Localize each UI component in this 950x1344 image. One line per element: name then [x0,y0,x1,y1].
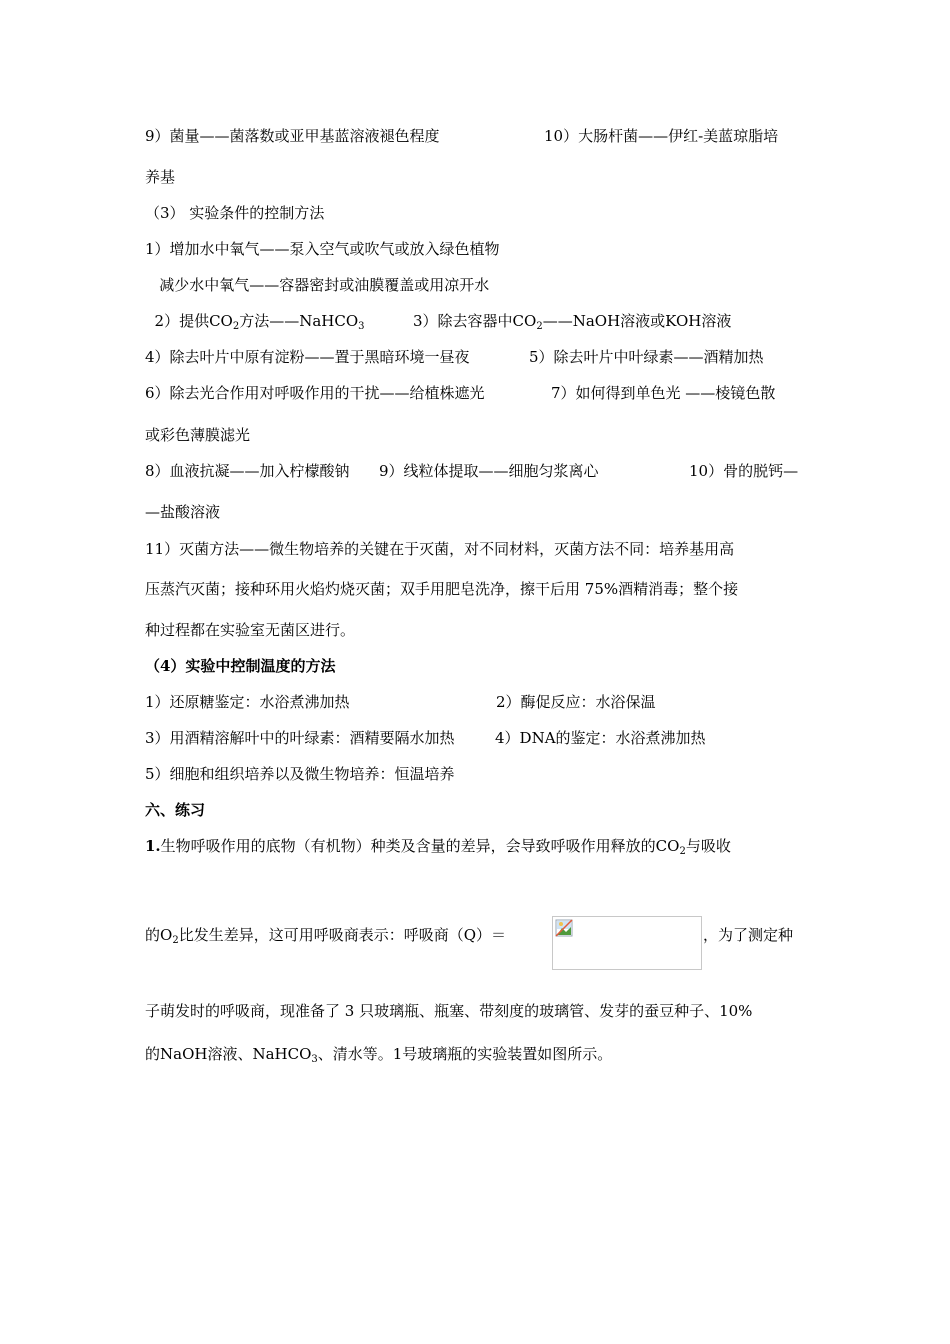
text-line-1 [145,126,779,146]
text-segment: 8）血液抗凝——加入柠檬酸钠 [145,462,350,480]
text-line-20 [145,836,731,856]
text-line-7 [145,347,764,367]
section-heading-3: （3） 实验条件的控制方法 [145,204,325,222]
text-line-16 [145,692,656,712]
subscript: 3 [358,321,365,332]
text-line-2: 养基 [145,168,176,186]
section-heading-exercise: 六、练习 [145,801,206,819]
text-segment: ——NaOH溶液或KOH溶液 [542,312,732,330]
subscript: 2 [679,846,686,857]
text-segment: 4）DNA的鉴定：水浴煮沸加热 [495,729,706,747]
text-line-9: 或彩色薄膜滤光 [145,426,251,444]
text-line-13: 压蒸汽灭菌；接种环用火焰灼烧灭菌；双手用肥皂洗净，擦干后用 75%酒精消毒；整个接 [145,580,739,598]
text-line-17 [145,728,706,748]
text-segment: 2）提供CO [145,312,233,330]
text-segment: 9）线粒体提取——细胞匀浆离心 [379,462,599,480]
text-segment: 比发生差异，这可用呼吸商表示：呼吸商（Q）＝ [178,926,506,944]
subscript: 3 [311,1054,318,1065]
question-number: 1. [145,837,161,855]
text-segment: 生物呼吸作用的底物（有机物）种类及含量的差异，会导致呼吸作用释放的CO [160,837,680,855]
text-segment: 3）用酒精溶解叶中的叶绿素：酒精要隔水加热 [145,729,455,747]
text-segment: 1）还原糖鉴定：水浴煮沸加热 [145,693,350,711]
broken-image-icon [555,919,573,937]
text-segment: 2）酶促反应：水浴保温 [496,693,656,711]
text-segment: 、清水等。1号玻璃瓶的实验装置如图所示。 [317,1045,613,1063]
text-line-18: 5）细胞和组织培养以及微生物培养：恒温培养 [145,765,455,783]
text-segment: 4）除去叶片中原有淀粉——置于黑暗环境一昼夜 [145,348,470,366]
formula-image-placeholder [552,916,702,970]
text-line-10 [145,461,799,481]
text-segment: 10）大肠杆菌——伊红-美蓝琼脂培 [544,127,779,145]
text-segment: 的O [145,926,173,944]
text-segment: 9）菌量——菌落数或亚甲基蓝溶液褪色程度 [145,127,440,145]
text-line-14: 种过程都在实验室无菌区进行。 [145,621,356,639]
subscript: 2 [232,321,240,332]
subscript: 2 [172,935,179,946]
section-heading-4: （4）实验中控制温度的方法 [145,657,336,675]
text-segment: 5）除去叶片中叶绿素——酒精加热 [529,348,764,366]
text-line-8 [145,383,776,403]
text-segment: ，为了测定种 [703,926,794,944]
text-segment-group [413,311,731,331]
text-segment: 与吸收 [685,837,731,855]
text-line-4: 1）增加水中氧气——泵入空气或吹气或放入绿色植物 [145,240,500,258]
text-segment: 3）除去容器中CO [413,312,537,330]
subscript: 2 [536,321,543,332]
text-line-23 [145,1044,612,1064]
text-line-22: 子萌发时的呼吸商，现准备了 3 只玻璃瓶、瓶塞、带刻度的玻璃管、发芽的蚕豆种子、10% [145,1002,753,1020]
text-segment: 方法——NaHCO [239,312,359,330]
text-segment: 10）骨的脱钙— [689,462,799,480]
text-segment: 6）除去光合作用对呼吸作用的干扰——给植株遮光 [145,384,485,402]
text-segment: 7）如何得到单色光 ——棱镜色散 [551,384,776,402]
text-line-5: 减少水中氧气——容器密封或油膜覆盖或用凉开水 [145,276,490,294]
text-line-21 [145,925,794,946]
text-line-12: 11）灭菌方法——微生物培养的关键在于灭菌，对不同材料，灭菌方法不同：培养基用高 [145,540,735,558]
text-line-6 [145,311,732,332]
text-segment: 的NaOH溶液、NaHCO [145,1045,312,1063]
text-line-11: —盐酸溶液 [145,503,221,521]
